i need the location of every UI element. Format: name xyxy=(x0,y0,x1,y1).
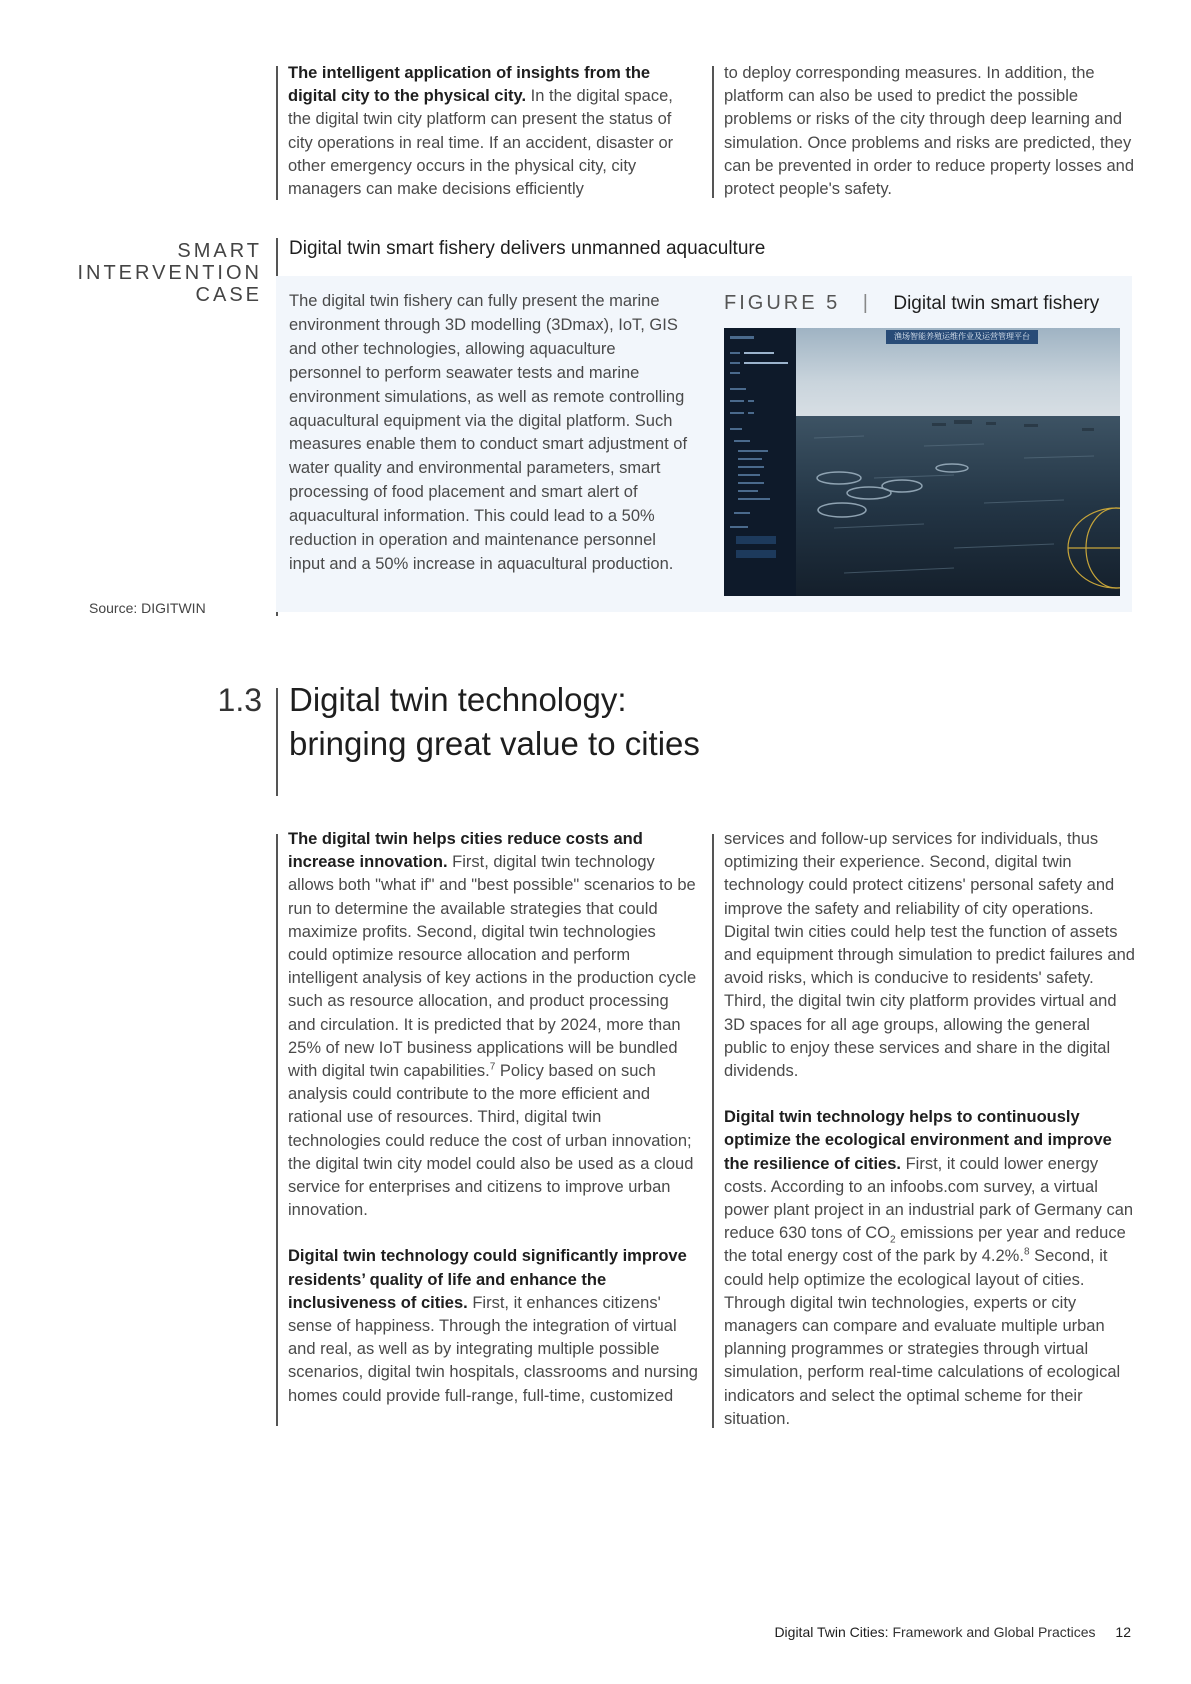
footer xyxy=(774,1624,1131,1640)
case-eyebrow-line-2: INTERVENTION xyxy=(77,262,262,284)
source-label: Source: xyxy=(89,600,138,616)
intro-text-1: In the digital space, the digital twin city platform can present the status of city operations in real time. If an accident, disaster or other emergency occurs in the physical city, city managers can make decisions efficiently xyxy=(288,87,674,199)
source-note xyxy=(89,600,206,616)
figure-header xyxy=(724,292,1134,315)
body-divider-left xyxy=(276,834,278,1426)
paragraph-4-lead: Digital twin technology helps to continuously optimize the ecological environment and improve the resilience of cities. xyxy=(724,1108,1112,1173)
case-body-text: The digital twin fishery can fully present the marine environment through 3D modelling (3Dmax), IoT, GIS and other technologies, allowing aquaculture personnel to perform seawater tests and marine environment simulations, as well as remote controlling aquacultural equipment via the digital platform. Such measures enable them to conduct smart adjustment of water quality and environmental parameters, smart processing of food placement and smart alert of aquacultural information. This could lead to a 50% reduction in operation and maintenance personnel input and a 50% increase in aquacultural production. xyxy=(289,292,688,573)
intro-text-2: to deploy corresponding measures. In addition, the platform can also be used to predict the possible problems or risks of the city through deep learning and simulation. Once problems and risks are predicted, they can be prevented in order to reduce property losses and protect people's safety. xyxy=(724,64,1135,199)
section-title xyxy=(289,678,700,766)
footnote-8: 8 xyxy=(1023,1246,1030,1258)
section-divider xyxy=(276,688,278,796)
case-eyebrow-line-1: SMART xyxy=(177,240,262,262)
figure-title: Digital twin smart fishery xyxy=(893,293,1100,314)
section-title-line-1: Digital twin technology: xyxy=(289,681,627,718)
paragraph-1-text-b: Policy based on such analysis could contribute to the more efficient and rational use of resources. Third, digital twin technologies could reduce the cost of urban innovation; the digital twin city model could also be used as a cloud service for enterprises and citizens to improve urban innovation. xyxy=(288,1062,694,1220)
paragraph-1-text-a: First, digital twin technology allows both "what if" and "best possible" scenarios to be run to determine the available strategies that could maximize profits. Second, digital twin technologies could optimize resource allocation and perform intelligent analysis of key actions in the production cycle such as resource allocation, and product processing and circulation. It is predicted that by 2024, more than 25% of new IoT business applications will be bundled with digital twin capabilities. xyxy=(288,853,697,1081)
paragraph-quality-of-life xyxy=(288,1245,698,1407)
intro-divider-left xyxy=(276,66,278,200)
figure-label: FIGURE 5 xyxy=(724,292,841,314)
paragraph-4-text-c: Second, it could help optimize the ecological layout of cities. Through digital twin technologies, experts or city managers can compare and evaluate multiple urban planning programmes or strategies through virtual simulation, perform real-time calculations of ecological indicators and select the optimal scheme for their situation. xyxy=(724,1247,1121,1428)
section-title-line-2: bringing great value to cities xyxy=(289,725,700,762)
paragraph-4-text-b: emissions per year and reduce the total energy cost of the park by 4.2%. xyxy=(724,1224,1126,1266)
case-eyebrow-line-3: CASE xyxy=(195,284,262,306)
intro-paragraph-1 xyxy=(288,62,698,201)
co2-subscript: 2 xyxy=(890,1234,896,1246)
page-number: 12 xyxy=(1115,1624,1131,1640)
paragraph-ecology xyxy=(724,1106,1136,1431)
fishery-scene xyxy=(724,328,1120,596)
figure-banner: 渔场智能养殖运维作业及运营管理平台 xyxy=(894,332,1030,341)
paragraph-2-text: First, it enhances citizens' sense of happiness. Through the integration of virtual and real, as well as by integrating multiple possible scenarios, digital twin hospitals, classrooms and nursing homes could provide full-range, full-time, customized xyxy=(288,1293,698,1405)
intro-lead: The intelligent application of insights from the digital city to the physical city. xyxy=(288,64,651,106)
footer-doc-subtitle: Framework and Global Practices xyxy=(888,1624,1096,1640)
case-title: Digital twin smart fishery delivers unmanned aquaculture xyxy=(289,238,766,259)
paragraph-services: services and follow-up services for individuals, thus optimizing their experience. Second, digital twin technology could protect citizens' personal safety and improve the safety and reliability of city operations. Digital twin cities could help test the function of assets and equipment through simulation to predict failures and avoid risks, which is conducive to residents' safety. Third, the digital twin city platform provides virtual and 3D spaces for all age groups, allowing the general public to enjoy these services and share in the digital dividends. xyxy=(724,830,1135,1081)
body-column-1 xyxy=(288,828,698,1408)
case-eyebrow xyxy=(60,240,262,306)
footnote-7: 7 xyxy=(489,1061,496,1073)
body-column-2 xyxy=(724,828,1136,1431)
intro-column-1 xyxy=(288,62,698,201)
figure-separator: | xyxy=(862,292,871,314)
figure-image xyxy=(724,328,1120,596)
body-divider-right xyxy=(712,834,714,1428)
paragraph-cost-innovation xyxy=(288,828,698,1222)
paragraph-4-text-a: First, it could lower energy costs. According to an infoobs.com survey, a virtual power plant project in an industrial park of Germany can reduce 630 tons of CO xyxy=(724,1154,1134,1243)
intro-divider-right xyxy=(712,66,714,198)
case-body xyxy=(289,290,689,577)
section-number: 1.3 xyxy=(217,682,262,718)
source-value: DIGITWIN xyxy=(141,600,206,616)
intro-column-2 xyxy=(724,62,1136,201)
footer-doc-title: Digital Twin Cities: xyxy=(774,1624,889,1640)
paragraph-1-lead: The digital twin helps cities reduce costs and increase innovation. xyxy=(288,830,643,872)
paragraph-2-lead: Digital twin technology could significantly improve residents’ quality of life and enhance the inclusiveness of cities. xyxy=(288,1247,687,1312)
